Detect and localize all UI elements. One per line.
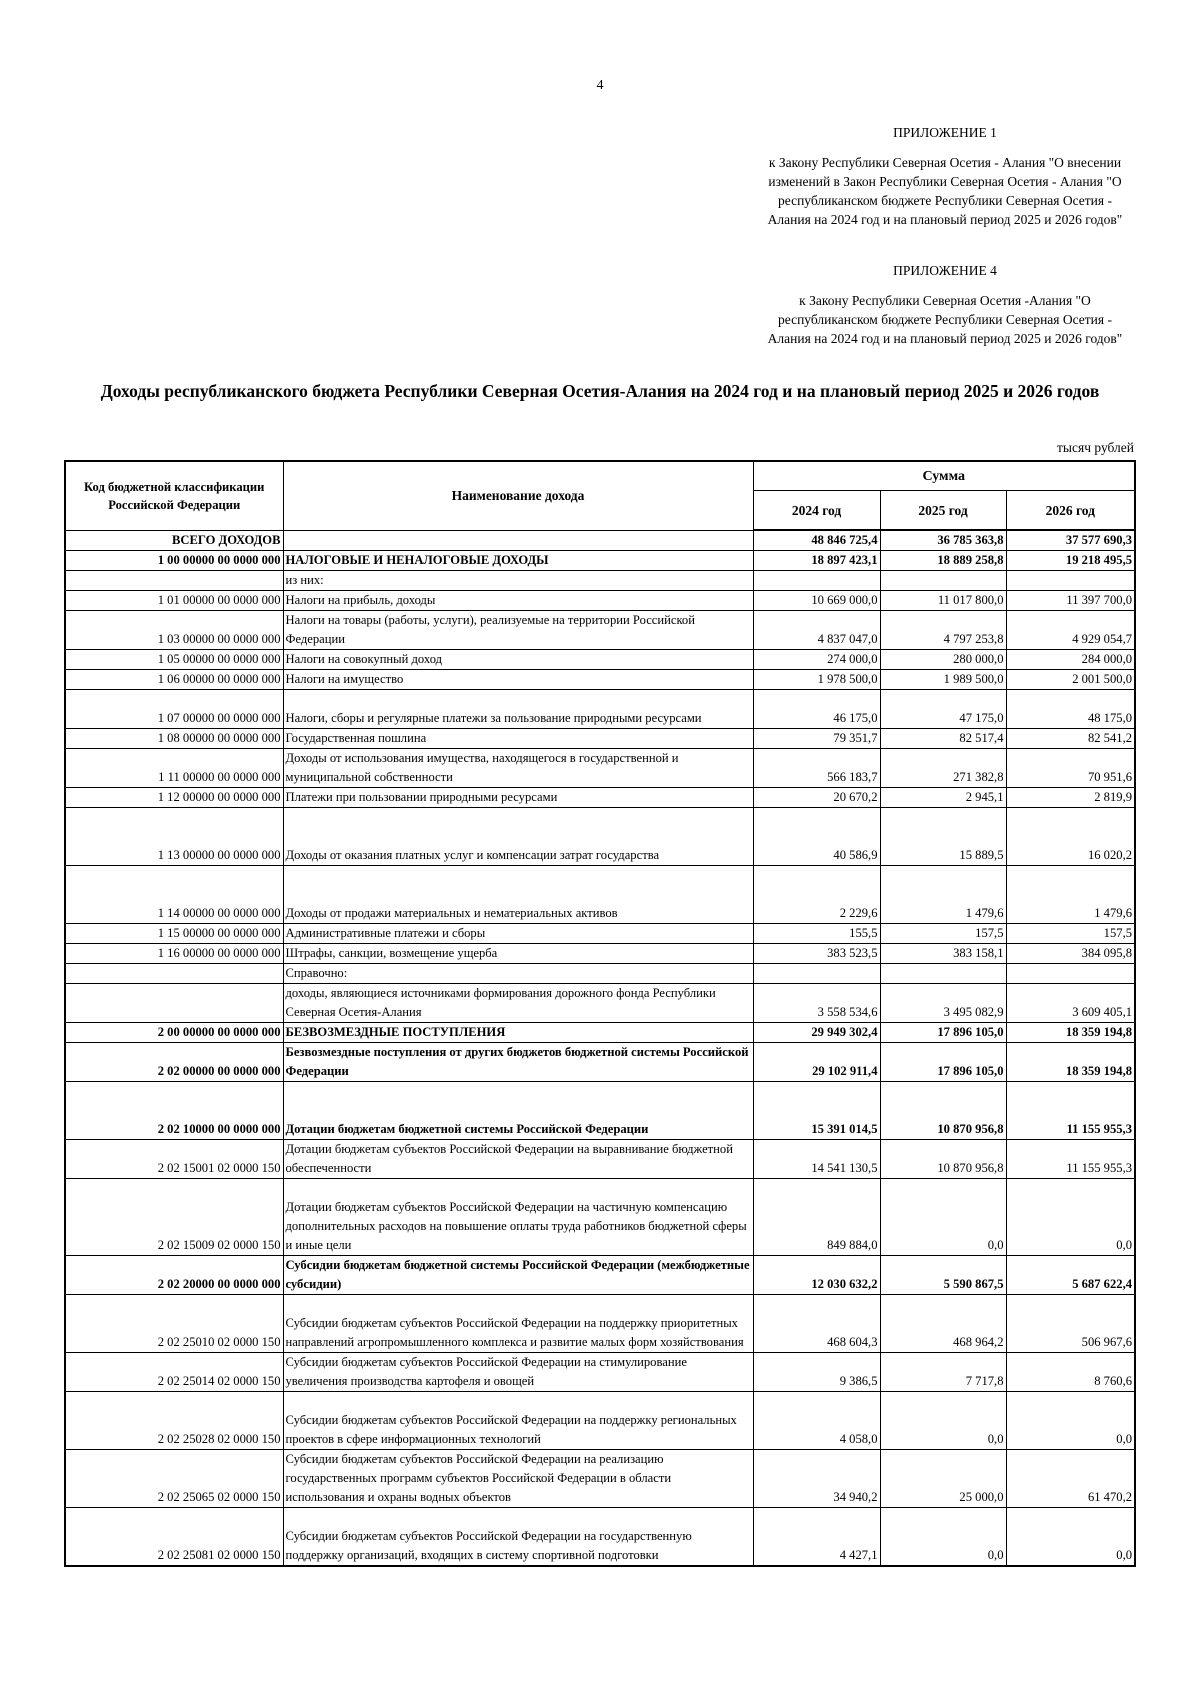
value-2025-cell: 11 017 800,0 <box>880 591 1006 611</box>
value-2026-cell: 157,5 <box>1006 924 1135 944</box>
value-2025-cell: 17 896 105,0 <box>880 1023 1006 1043</box>
value-2024-cell: 9 386,5 <box>753 1353 880 1392</box>
code-cell: 1 08 00000 00 0000 000 <box>65 729 283 749</box>
value-2026-cell: 3 609 405,1 <box>1006 984 1135 1023</box>
name-cell: Платежи при пользовании природными ресурсами <box>283 788 753 808</box>
value-2024-cell: 3 558 534,6 <box>753 984 880 1023</box>
code-cell: 2 02 20000 00 0000 000 <box>65 1256 283 1295</box>
value-2025-cell: 0,0 <box>880 1179 1006 1256</box>
name-cell: Доходы от продажи материальных и нематериальных активов <box>283 866 753 924</box>
value-2026-cell: 384 095,8 <box>1006 944 1135 964</box>
value-2026-cell: 0,0 <box>1006 1508 1135 1567</box>
name-cell: Административные платежи и сборы <box>283 924 753 944</box>
table-row <box>65 964 1135 984</box>
value-2026-cell: 8 760,6 <box>1006 1353 1135 1392</box>
value-2026-cell: 2 819,9 <box>1006 788 1135 808</box>
value-2026-cell: 4 929 054,7 <box>1006 611 1135 650</box>
document-title: Доходы республиканского бюджета Республики Северная Осетия-Алания на 2024 год и на плановый период 2025 и 2026 годов <box>100 381 1100 401</box>
value-2024-cell: 849 884,0 <box>753 1179 880 1256</box>
header-year-2026: 2026 год <box>1006 491 1135 531</box>
appendix-4-title: ПРИЛОЖЕНИЕ 4 <box>893 263 997 278</box>
code-cell: 1 12 00000 00 0000 000 <box>65 788 283 808</box>
table-row <box>65 670 1135 690</box>
code-cell: 1 00 00000 00 0000 000 <box>65 551 283 571</box>
appendix-1-title: ПРИЛОЖЕНИЕ 1 <box>893 125 997 140</box>
page-number: 4 <box>596 78 604 93</box>
table-row <box>65 944 1135 964</box>
table-row <box>65 1450 1135 1508</box>
value-2024-cell: 14 541 130,5 <box>753 1140 880 1179</box>
appendix-4-block <box>756 261 1134 348</box>
code-cell: 2 02 25010 02 0000 150 <box>65 1295 283 1353</box>
table-row <box>65 788 1135 808</box>
value-2024-cell: 2 229,6 <box>753 866 880 924</box>
name-cell: БЕЗВОЗМЕЗДНЫЕ ПОСТУПЛЕНИЯ <box>283 1023 753 1043</box>
name-cell: Безвозмездные поступления от других бюджетов бюджетной системы Российской Федерации <box>283 1043 753 1082</box>
value-2025-cell: 7 717,8 <box>880 1353 1006 1392</box>
code-cell <box>65 984 283 1023</box>
value-2025-cell: 3 495 082,9 <box>880 984 1006 1023</box>
value-2024-cell: 40 586,9 <box>753 808 880 866</box>
name-cell: Дотации бюджетам субъектов Российской Федерации на выравнивание бюджетной обеспеченности <box>283 1140 753 1179</box>
value-2025-cell: 18 889 258,8 <box>880 551 1006 571</box>
value-2026-cell: 37 577 690,3 <box>1006 530 1135 551</box>
header-year-2024: 2024 год <box>753 491 880 531</box>
table-row <box>65 749 1135 788</box>
name-cell: из них: <box>283 571 753 591</box>
value-2026-cell: 19 218 495,5 <box>1006 551 1135 571</box>
value-2025-cell: 82 517,4 <box>880 729 1006 749</box>
code-cell: 2 02 25014 02 0000 150 <box>65 1353 283 1392</box>
code-cell: 2 02 00000 00 0000 000 <box>65 1043 283 1082</box>
code-cell: ВСЕГО ДОХОДОВ <box>65 530 283 551</box>
value-2024-cell: 29 949 302,4 <box>753 1023 880 1043</box>
value-2026-cell: 1 479,6 <box>1006 866 1135 924</box>
name-cell: Налоги на товары (работы, услуги), реализуемые на территории Российской Федерации <box>283 611 753 650</box>
table-body <box>65 530 1135 1566</box>
table-header <box>65 461 1135 530</box>
value-2026-cell: 5 687 622,4 <box>1006 1256 1135 1295</box>
table-row <box>65 1256 1135 1295</box>
value-2024-cell: 468 604,3 <box>753 1295 880 1353</box>
code-cell: 1 01 00000 00 0000 000 <box>65 591 283 611</box>
name-cell: доходы, являющиеся источниками формирования дорожного фонда Республики Северная Осетия-Алания <box>283 984 753 1023</box>
table-row <box>65 1140 1135 1179</box>
name-cell: Налоги на имущество <box>283 670 753 690</box>
code-cell: 1 13 00000 00 0000 000 <box>65 808 283 866</box>
value-2024-cell: 79 351,7 <box>753 729 880 749</box>
table-row <box>65 1392 1135 1450</box>
table-row <box>65 866 1135 924</box>
table-row <box>65 1179 1135 1256</box>
name-cell: Налоги, сборы и регулярные платежи за пользование природными ресурсами <box>283 690 753 729</box>
value-2024-cell <box>753 571 880 591</box>
value-2024-cell: 10 669 000,0 <box>753 591 880 611</box>
code-cell: 1 03 00000 00 0000 000 <box>65 611 283 650</box>
name-cell: Доходы от использования имущества, находящегося в государственной и муниципальной собственности <box>283 749 753 788</box>
name-cell: Государственная пошлина <box>283 729 753 749</box>
value-2026-cell: 0,0 <box>1006 1179 1135 1256</box>
value-2026-cell <box>1006 571 1135 591</box>
value-2026-cell: 11 397 700,0 <box>1006 591 1135 611</box>
value-2025-cell: 157,5 <box>880 924 1006 944</box>
value-2024-cell: 1 978 500,0 <box>753 670 880 690</box>
value-2024-cell: 29 102 911,4 <box>753 1043 880 1082</box>
value-2024-cell: 155,5 <box>753 924 880 944</box>
value-2024-cell: 48 846 725,4 <box>753 530 880 551</box>
value-2026-cell: 70 951,6 <box>1006 749 1135 788</box>
value-2024-cell: 4 058,0 <box>753 1392 880 1450</box>
value-2025-cell: 47 175,0 <box>880 690 1006 729</box>
name-cell: Субсидии бюджетам субъектов Российской Федерации на стимулирование увеличения производства картофеля и овощей <box>283 1353 753 1392</box>
value-2026-cell: 61 470,2 <box>1006 1450 1135 1508</box>
header-sum: Сумма <box>753 461 1135 491</box>
value-2024-cell: 18 897 423,1 <box>753 551 880 571</box>
revenue-table <box>64 460 1136 1567</box>
value-2025-cell: 4 797 253,8 <box>880 611 1006 650</box>
code-cell: 1 05 00000 00 0000 000 <box>65 650 283 670</box>
code-cell: 1 15 00000 00 0000 000 <box>65 924 283 944</box>
table-row <box>65 650 1135 670</box>
value-2026-cell: 82 541,2 <box>1006 729 1135 749</box>
code-cell: 1 11 00000 00 0000 000 <box>65 749 283 788</box>
header-name: Наименование дохода <box>283 461 753 530</box>
code-cell: 1 07 00000 00 0000 000 <box>65 690 283 729</box>
value-2025-cell: 10 870 956,8 <box>880 1140 1006 1179</box>
value-2025-cell: 0,0 <box>880 1392 1006 1450</box>
header-code: Код бюджетной классификации Российской Федерации <box>65 461 283 530</box>
code-cell: 1 16 00000 00 0000 000 <box>65 944 283 964</box>
name-cell: Доходы от оказания платных услуг и компенсации затрат государства <box>283 808 753 866</box>
value-2025-cell: 280 000,0 <box>880 650 1006 670</box>
value-2026-cell: 48 175,0 <box>1006 690 1135 729</box>
table-row <box>65 1043 1135 1082</box>
value-2025-cell: 5 590 867,5 <box>880 1256 1006 1295</box>
value-2025-cell: 271 382,8 <box>880 749 1006 788</box>
value-2024-cell: 274 000,0 <box>753 650 880 670</box>
code-cell <box>65 964 283 984</box>
table-row <box>65 808 1135 866</box>
value-2025-cell: 17 896 105,0 <box>880 1043 1006 1082</box>
table-row <box>65 611 1135 650</box>
code-cell: 2 02 25028 02 0000 150 <box>65 1392 283 1450</box>
name-cell: Дотации бюджетам бюджетной системы Российской Федерации <box>283 1082 753 1140</box>
value-2024-cell: 15 391 014,5 <box>753 1082 880 1140</box>
table-row <box>65 1353 1135 1392</box>
value-2024-cell: 34 940,2 <box>753 1450 880 1508</box>
value-2025-cell: 1 479,6 <box>880 866 1006 924</box>
table-row <box>65 530 1135 551</box>
name-cell: Субсидии бюджетам субъектов Российской Федерации на поддержку приоритетных направлений агропромышленного комплекса и развитие малых форм хозяйствования <box>283 1295 753 1353</box>
name-cell <box>283 530 753 551</box>
units-label: тысяч рублей <box>1057 440 1134 455</box>
value-2025-cell: 25 000,0 <box>880 1450 1006 1508</box>
value-2026-cell <box>1006 964 1135 984</box>
name-cell: Налоги на прибыль, доходы <box>283 591 753 611</box>
table-row <box>65 1082 1135 1140</box>
value-2025-cell: 10 870 956,8 <box>880 1082 1006 1140</box>
value-2024-cell <box>753 964 880 984</box>
name-cell: Субсидии бюджетам субъектов Российской Федерации на поддержку региональных проектов в сфере информационных технологий <box>283 1392 753 1450</box>
value-2025-cell: 468 964,2 <box>880 1295 1006 1353</box>
value-2024-cell: 383 523,5 <box>753 944 880 964</box>
table-row <box>65 729 1135 749</box>
value-2026-cell: 2 001 500,0 <box>1006 670 1135 690</box>
code-cell: 1 14 00000 00 0000 000 <box>65 866 283 924</box>
table-row <box>65 571 1135 591</box>
name-cell: Субсидии бюджетам бюджетной системы Российской Федерации (межбюджетные субсидии) <box>283 1256 753 1295</box>
value-2025-cell: 2 945,1 <box>880 788 1006 808</box>
code-cell: 2 02 25065 02 0000 150 <box>65 1450 283 1508</box>
value-2026-cell: 0,0 <box>1006 1392 1135 1450</box>
table-row <box>65 690 1135 729</box>
value-2026-cell: 18 359 194,8 <box>1006 1023 1135 1043</box>
value-2026-cell: 11 155 955,3 <box>1006 1140 1135 1179</box>
name-cell: Штрафы, санкции, возмещение ущерба <box>283 944 753 964</box>
code-cell: 2 02 25081 02 0000 150 <box>65 1508 283 1567</box>
name-cell: Налоги на совокупный доход <box>283 650 753 670</box>
code-cell: 1 06 00000 00 0000 000 <box>65 670 283 690</box>
appendix-1-text: к Закону Республики Северная Осетия - Алания "О внесении изменений в Закон Республики Северная Осетия - Алания "О республиканском бюджете Республики Северная Осетия - Алания на 2024 год и на плановый период 2025 и 2026 годов" <box>767 155 1123 227</box>
value-2026-cell: 284 000,0 <box>1006 650 1135 670</box>
code-cell: 2 02 15001 02 0000 150 <box>65 1140 283 1179</box>
table-row <box>65 1295 1135 1353</box>
name-cell: Дотации бюджетам субъектов Российской Федерации на частичную компенсацию дополнительных расходов на повышение оплаты труда работников бюджетной сферы и иные цели <box>283 1179 753 1256</box>
name-cell: Субсидии бюджетам субъектов Российской Федерации на реализацию государственных программ субъектов Российской Федерации в области использования и охраны водных объектов <box>283 1450 753 1508</box>
header-year-2025: 2025 год <box>880 491 1006 531</box>
value-2025-cell: 383 158,1 <box>880 944 1006 964</box>
value-2026-cell: 18 359 194,8 <box>1006 1043 1135 1082</box>
appendix-1-block <box>756 123 1134 229</box>
value-2025-cell <box>880 571 1006 591</box>
table-row <box>65 924 1135 944</box>
value-2024-cell: 4 427,1 <box>753 1508 880 1567</box>
table-row <box>65 1508 1135 1567</box>
name-cell: Субсидии бюджетам субъектов Российской Федерации на государственную поддержку организаций, входящих в систему спортивной подготовки <box>283 1508 753 1567</box>
value-2025-cell: 0,0 <box>880 1508 1006 1567</box>
value-2024-cell: 20 670,2 <box>753 788 880 808</box>
name-cell: Справочно: <box>283 964 753 984</box>
code-cell: 2 02 15009 02 0000 150 <box>65 1179 283 1256</box>
value-2025-cell: 15 889,5 <box>880 808 1006 866</box>
table-row <box>65 591 1135 611</box>
value-2026-cell: 11 155 955,3 <box>1006 1082 1135 1140</box>
value-2026-cell: 506 967,6 <box>1006 1295 1135 1353</box>
value-2024-cell: 4 837 047,0 <box>753 611 880 650</box>
table-row <box>65 551 1135 571</box>
table-row <box>65 1023 1135 1043</box>
code-cell: 2 02 10000 00 0000 000 <box>65 1082 283 1140</box>
value-2025-cell: 1 989 500,0 <box>880 670 1006 690</box>
value-2025-cell <box>880 964 1006 984</box>
table-row <box>65 984 1135 1023</box>
value-2025-cell: 36 785 363,8 <box>880 530 1006 551</box>
appendix-4-text: к Закону Республики Северная Осетия -Алания "О республиканском бюджете Республики Северная Осетия - Алания на 2024 год и на плановый период 2025 и 2026 годов" <box>767 293 1123 346</box>
name-cell: НАЛОГОВЫЕ И НЕНАЛОГОВЫЕ ДОХОДЫ <box>283 551 753 571</box>
code-cell: 2 00 00000 00 0000 000 <box>65 1023 283 1043</box>
value-2024-cell: 12 030 632,2 <box>753 1256 880 1295</box>
code-cell <box>65 571 283 591</box>
value-2024-cell: 566 183,7 <box>753 749 880 788</box>
value-2024-cell: 46 175,0 <box>753 690 880 729</box>
value-2026-cell: 16 020,2 <box>1006 808 1135 866</box>
